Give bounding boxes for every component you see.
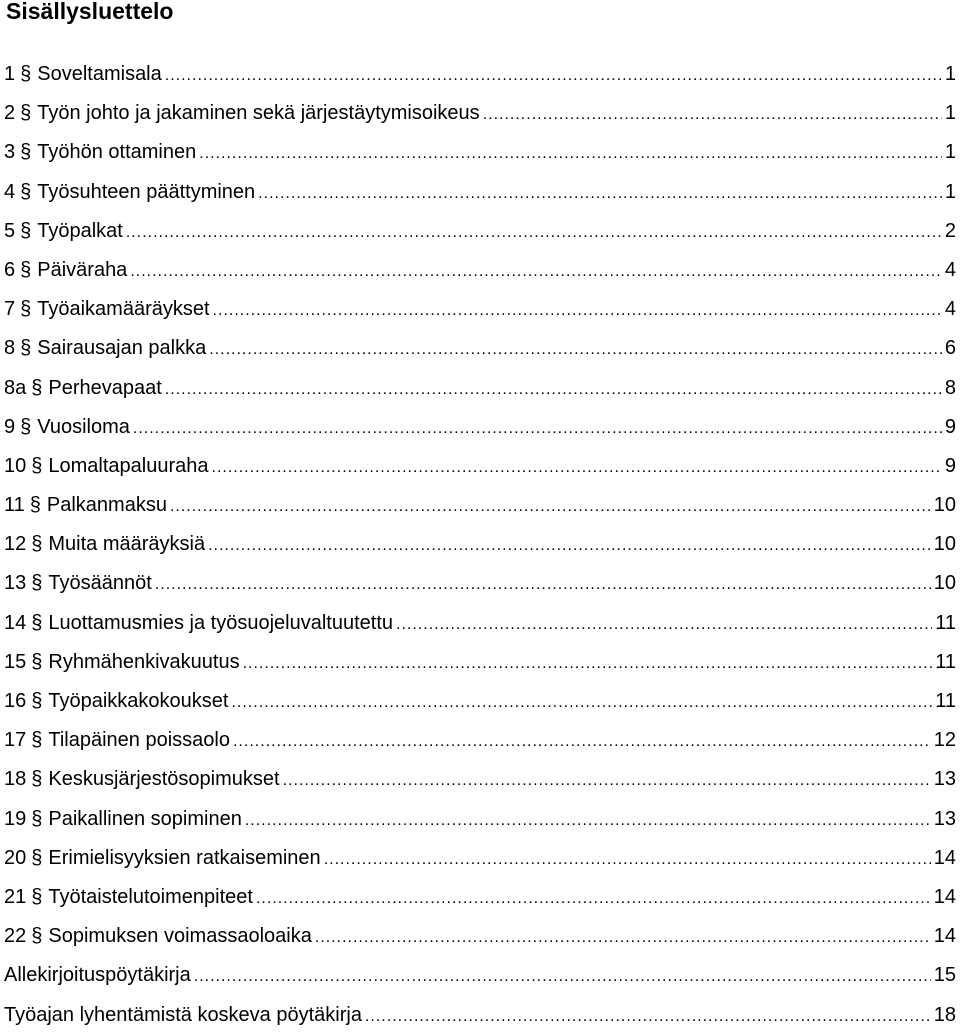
toc-entry-label: Sopimuksen voimassaoloaika <box>48 925 312 948</box>
dot-leader <box>209 330 942 369</box>
dot-leader <box>324 840 931 879</box>
toc-entry-page-number: 13 <box>933 807 956 830</box>
section-symbol: § <box>31 533 43 556</box>
table-of-contents <box>4 55 956 1035</box>
toc-entry[interactable] <box>4 800 956 839</box>
section-symbol: § <box>20 102 32 125</box>
toc-entry-number: 18 <box>4 768 27 791</box>
toc-entry[interactable] <box>4 760 956 799</box>
toc-entry-page-number: 2 <box>944 219 956 242</box>
dot-leader <box>133 409 942 448</box>
toc-entry-number: 22 <box>4 925 27 948</box>
toc-entry-label: Keskusjärjestösopimukset <box>48 768 280 791</box>
section-symbol: § <box>31 650 43 673</box>
dot-leader <box>212 448 942 487</box>
toc-entry[interactable] <box>4 996 956 1035</box>
toc-entry-number: 13 <box>4 572 27 595</box>
toc-entry-number: 10 <box>4 454 27 477</box>
toc-entry-label: Työn johto ja jakaminen sekä järjestäytymisoikeus <box>37 102 480 125</box>
dot-leader <box>396 605 932 644</box>
toc-entry-label: Perhevapaat <box>48 376 162 399</box>
toc-entry-number: 6 <box>4 258 16 281</box>
section-symbol: § <box>20 219 32 242</box>
toc-entry-page-number: 13 <box>933 768 956 791</box>
toc-entry[interactable] <box>4 133 956 172</box>
section-symbol: § <box>31 768 43 791</box>
toc-entry-page-number: 1 <box>944 63 956 85</box>
toc-entry-label: Lomaltapaluuraha <box>48 454 209 477</box>
toc-entry-number: 4 <box>4 180 16 203</box>
toc-entry-label: Soveltamisala <box>37 63 162 85</box>
dot-leader <box>231 683 932 722</box>
toc-entry-page-number: 11 <box>935 650 956 673</box>
section-symbol: § <box>31 690 43 712</box>
section-symbol: § <box>29 494 41 517</box>
toc-entry[interactable] <box>4 369 956 408</box>
toc-entry-label: Työsuhteen päättyminen <box>37 180 256 203</box>
section-symbol: § <box>31 454 43 477</box>
toc-entry-page-number: 9 <box>944 415 956 438</box>
toc-entry-number: 7 <box>4 298 16 321</box>
section-symbol: § <box>31 611 43 634</box>
toc-entry[interactable] <box>4 604 956 643</box>
toc-entry[interactable] <box>4 329 956 368</box>
toc-entry-page-number: 1 <box>944 102 956 125</box>
toc-entry[interactable] <box>4 682 956 721</box>
dot-leader <box>194 957 931 996</box>
toc-entry-label: Ryhmähenkivakuutus <box>48 650 240 673</box>
toc-entry-label: Työsäännöt <box>48 572 152 595</box>
toc-entry-number: 8a <box>4 376 27 399</box>
toc-entry-number: 14 <box>4 611 27 634</box>
dot-leader <box>245 801 931 840</box>
toc-entry[interactable] <box>4 839 956 878</box>
toc-entry[interactable] <box>4 564 956 603</box>
toc-entry-page-number: 10 <box>933 572 956 595</box>
dot-leader <box>315 918 931 957</box>
toc-entry-page-number: 15 <box>933 964 956 987</box>
toc-entry-page-number: 10 <box>933 494 956 517</box>
toc-entry-label: Päiväraha <box>37 258 128 281</box>
toc-entry[interactable] <box>4 408 956 447</box>
toc-entry-number: 16 <box>4 690 27 712</box>
toc-entry[interactable] <box>4 486 956 525</box>
section-symbol: § <box>31 885 43 908</box>
toc-entry-page-number: 4 <box>944 258 956 281</box>
dot-leader <box>208 526 931 565</box>
toc-entry-number: 8 <box>4 337 16 360</box>
toc-entry-page-number: 8 <box>944 376 956 399</box>
section-symbol: § <box>20 258 32 281</box>
toc-entry[interactable] <box>4 251 956 290</box>
toc-entry-label: Luottamusmies ja työsuojeluvaltuutettu <box>48 611 394 634</box>
toc-entry[interactable] <box>4 55 956 94</box>
toc-entry-number: 1 <box>4 63 16 85</box>
toc-entry-label: Työpalkat <box>37 219 123 242</box>
toc-entry-page-number: 4 <box>944 298 956 321</box>
dot-leader <box>155 565 931 604</box>
toc-entry-label: Allekirjoituspöytäkirja <box>4 964 191 987</box>
toc-entry-page-number: 11 <box>935 611 956 634</box>
section-symbol: § <box>31 925 43 948</box>
toc-entry-label: Sairausajan palkka <box>37 337 207 360</box>
toc-entry-label: Muita määräyksiä <box>48 533 206 556</box>
toc-entry-page-number: 11 <box>935 690 956 712</box>
toc-entry-number: 3 <box>4 141 16 164</box>
toc-entry[interactable] <box>4 447 956 486</box>
toc-entry-label: Palkanmaksu <box>46 494 167 517</box>
dot-leader <box>170 487 931 526</box>
toc-entry-label: Työhön ottaminen <box>37 141 197 164</box>
section-symbol: § <box>31 807 43 830</box>
dot-leader <box>130 252 942 291</box>
toc-entry-page-number: 14 <box>933 925 956 948</box>
toc-entry-number: 15 <box>4 650 27 673</box>
toc-entry-number: 17 <box>4 729 27 752</box>
toc-entry-label: Työaikamääräykset <box>37 298 210 321</box>
toc-entry[interactable] <box>4 956 956 995</box>
section-symbol: § <box>20 415 32 438</box>
toc-entry-label: Työpaikkakokoukset <box>48 690 229 712</box>
dot-leader <box>165 56 942 95</box>
toc-entry[interactable] <box>4 721 956 760</box>
dot-leader <box>233 722 931 761</box>
toc-entry-number: 5 <box>4 219 16 242</box>
section-symbol: § <box>20 63 32 85</box>
toc-entry-page-number: 14 <box>933 885 956 908</box>
section-symbol: § <box>31 846 43 869</box>
toc-entry-page-number: 14 <box>933 846 956 869</box>
section-symbol: § <box>31 376 43 399</box>
toc-entry[interactable] <box>4 173 956 212</box>
toc-entry-number: 9 <box>4 415 16 438</box>
dot-leader <box>483 95 942 134</box>
toc-entry-page-number: 18 <box>933 1003 956 1026</box>
toc-entry-number: 21 <box>4 885 27 908</box>
toc-entry-number: 20 <box>4 846 27 869</box>
toc-entry-page-number: 1 <box>944 141 956 164</box>
dot-leader <box>365 997 931 1036</box>
toc-entry[interactable] <box>4 643 956 682</box>
toc-entry[interactable] <box>4 94 956 133</box>
dot-leader <box>165 370 942 409</box>
toc-entry-label: Erimielisyyksien ratkaiseminen <box>48 846 321 869</box>
toc-entry[interactable] <box>4 212 956 251</box>
toc-entry-number: 12 <box>4 533 27 556</box>
toc-entry[interactable] <box>4 290 956 329</box>
section-symbol: § <box>20 298 32 321</box>
page-title: Sisällysluettelo <box>6 0 174 24</box>
section-symbol: § <box>20 337 32 360</box>
dot-leader <box>199 134 942 173</box>
dot-leader <box>213 291 942 330</box>
section-symbol: § <box>31 572 43 595</box>
toc-entry-page-number: 12 <box>933 729 956 752</box>
dot-leader <box>256 879 931 918</box>
dot-leader <box>283 761 931 800</box>
toc-entry-page-number: 6 <box>944 337 956 360</box>
toc-entry-number: 2 <box>4 102 16 125</box>
section-symbol: § <box>20 180 32 203</box>
toc-entry[interactable] <box>4 917 956 956</box>
toc-entry[interactable] <box>4 878 956 917</box>
toc-entry-label: Tilapäinen poissaolo <box>48 729 230 752</box>
section-symbol: § <box>20 141 32 164</box>
toc-entry-label: Työtaistelutoimenpiteet <box>48 885 253 908</box>
toc-entry-label: Paikallinen sopiminen <box>48 807 242 830</box>
dot-leader <box>126 213 942 252</box>
toc-entry-number: 19 <box>4 807 27 830</box>
dot-leader <box>258 174 942 213</box>
toc-entry-page-number: 10 <box>933 533 956 556</box>
toc-entry-page-number: 9 <box>944 454 956 477</box>
toc-entry-label: Työajan lyhentämistä koskeva pöytäkirja <box>4 1003 362 1026</box>
toc-entry-label: Vuosiloma <box>37 415 130 438</box>
section-symbol: § <box>31 729 43 752</box>
dot-leader <box>243 644 933 683</box>
toc-entry-number: 11 <box>4 494 25 517</box>
toc-entry[interactable] <box>4 525 956 564</box>
toc-entry-page-number: 1 <box>944 180 956 203</box>
